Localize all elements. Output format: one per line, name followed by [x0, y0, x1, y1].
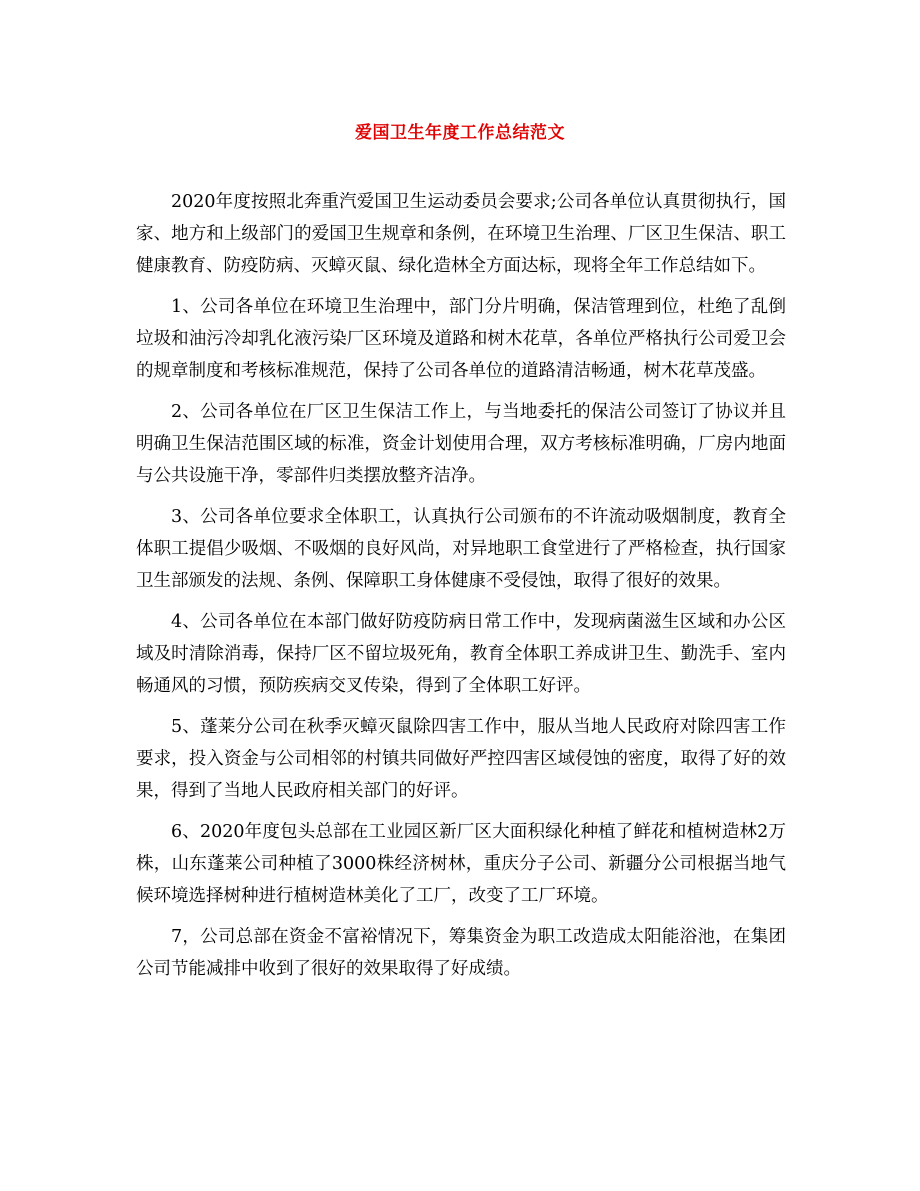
- document-body: [136, 186, 786, 994]
- paragraph-intro: 2020年度按照北奔重汽爱国卫生运动委员会要求;公司各单位认真贯彻执行，国家、地方和上级部门的爱国卫生规章和条例，在环境卫生治理、厂区卫生保洁、职工健康教育、防疫防病、灭蟑灭鼠、绿化造林全方面达标，现将全年工作总结如下。: [136, 192, 786, 276]
- paragraph-7: 7，公司总部在资金不富裕情况下，筹集资金为职工改造成太阳能浴池，在集团公司节能减排中收到了很好的效果取得了好成绩。: [136, 927, 786, 979]
- paragraph-6: 6、2020年度包头总部在工业园区新厂区大面积绿化种植了鲜花和植树造林2万株，山东蓬莱公司种植了3000株经济树林，重庆分子公司、新疆分公司根据当地气候环境选择树种进行植树造林美化了工厂，改变了工厂环境。: [136, 822, 786, 906]
- paragraph-3: 3、公司各单位要求全体职工，认真执行公司颁布的不许流动吸烟制度，教育全体职工提倡少吸烟、不吸烟的良好风尚，对异地职工食堂进行了严格检查，执行国家卫生部颁发的法规、条例、保障职工身体健康不受侵蚀，取得了很好的效果。: [136, 507, 786, 591]
- paragraph-2: 2、公司各单位在厂区卫生保洁工作上，与当地委托的保洁公司签订了协议并且明确卫生保洁范围区域的标准，资金计划使用合理，双方考核标准明确，厂房内地面与公共设施干净，零部件归类摆放整齐洁净。: [136, 402, 786, 486]
- paragraph-1: 1、公司各单位在环境卫生治理中，部门分片明确，保洁管理到位，杜绝了乱倒垃圾和油污冷却乳化液污染厂区环境及道路和树木花草，各单位严格执行公司爱卫会的规章制度和考核标准规范，保持了公司各单位的道路清洁畅通，树木花草茂盛。: [136, 297, 786, 381]
- document-title: 爱国卫生年度工作总结范文: [355, 123, 565, 143]
- paragraph-5: 5、蓬莱分公司在秋季灭蟑灭鼠除四害工作中，服从当地人民政府对除四害工作要求，投入资金与公司相邻的村镇共同做好严控四害区域侵蚀的密度，取得了好的效果，得到了当地人民政府相关部门的好评。: [136, 717, 786, 801]
- paragraph-4: 4、公司各单位在本部门做好防疫防病日常工作中，发现病菌滋生区域和办公区域及时清除消毒，保持厂区不留垃圾死角，教育全体职工养成讲卫生、勤洗手、室内畅通风的习惯，预防疾病交叉传染，得到了全体职工好评。: [136, 612, 786, 696]
